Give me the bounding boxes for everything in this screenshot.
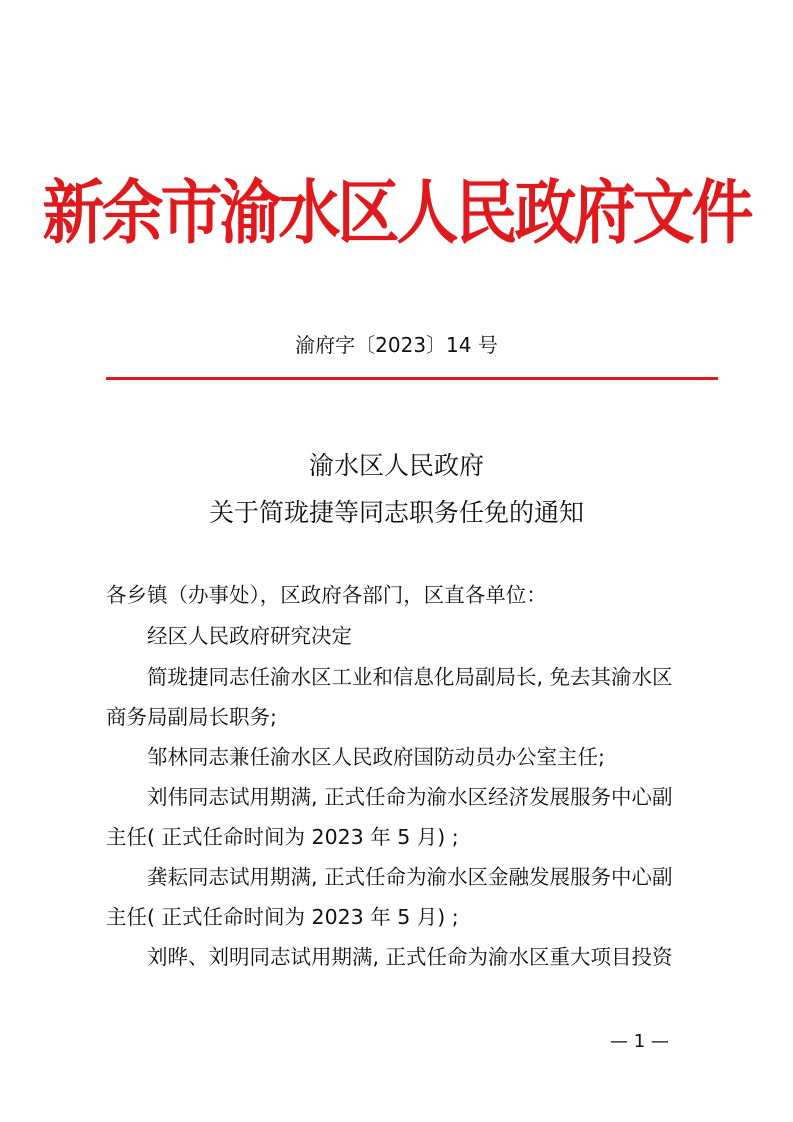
body-paragraph-line: 龚耘同志试用期满, 正式任命为渝水区金融发展服务中心副 [147, 865, 673, 889]
document-masthead: 新余市渝水区人民政府文件 [42, 171, 751, 254]
document-number: 渝府字〔2023〕14 号 [295, 333, 498, 357]
notice-title-line-2: 关于简珑捷等同志职务任免的通知 [208, 498, 584, 527]
body-paragraph-line: 刘伟同志试用期满, 正式任命为渝水区经济发展服务中心副 [147, 785, 673, 809]
salutation: 各乡镇（办事处），区政府各部门，区直各单位： [106, 583, 547, 607]
body-paragraph-line: 邹林同志兼任渝水区人民政府国防动员办公室主任; [147, 745, 605, 769]
page-number: — 1 — [610, 1031, 669, 1052]
body-paragraph-line: 商务局副局长职务; [106, 705, 277, 729]
body-paragraph-line: 经区人民政府研究决定 [147, 624, 352, 648]
body-paragraph-line: 简珑捷同志任渝水区工业和信息化局副局长, 免去其渝水区 [147, 665, 673, 689]
notice-title-line-1: 渝水区人民政府 [308, 451, 484, 480]
body-paragraph-line: 主任( 正式任命时间为 2023 年 5 月) ; [106, 825, 459, 849]
body-paragraph-line: 主任( 正式任命时间为 2023 年 5 月) ; [106, 905, 459, 929]
red-divider-line [106, 377, 718, 380]
body-paragraph-line: 刘晔、刘明同志试用期满, 正式任命为渝水区重大项目投资 [147, 945, 673, 969]
